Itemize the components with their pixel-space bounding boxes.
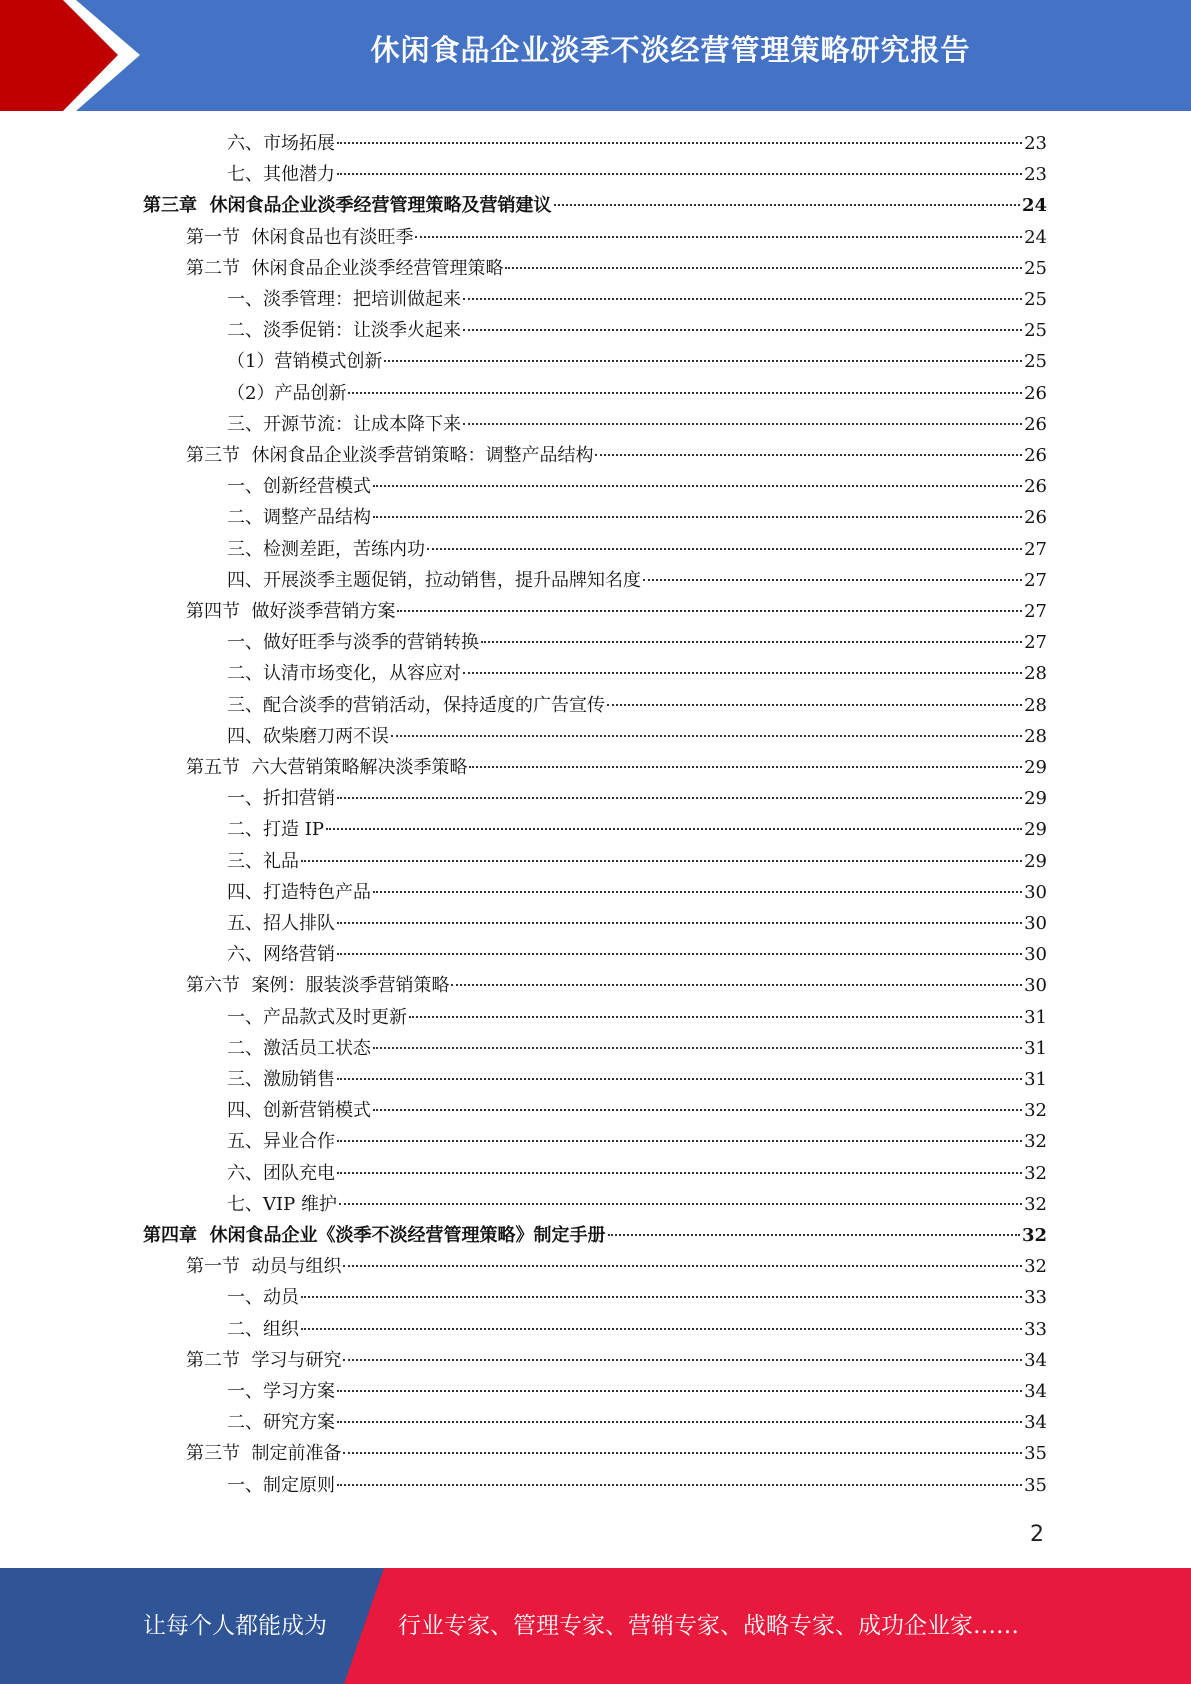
toc-entry-page: 33 xyxy=(1024,1287,1047,1309)
toc-subsection-entry[interactable] xyxy=(227,346,1047,377)
toc-entry-title: 四、打造特色产品 xyxy=(227,881,371,903)
toc-entry-title: 一、淡季管理：把培训做起来 xyxy=(227,289,461,310)
toc-entry-title: 五、招人排队 xyxy=(227,913,335,934)
toc-dot-leader xyxy=(554,204,1020,206)
toc-dot-leader xyxy=(337,1078,1022,1080)
toc-section-entry[interactable] xyxy=(186,1345,1047,1376)
toc-subsection-entry[interactable] xyxy=(227,1126,1047,1157)
toc-subsection-entry[interactable] xyxy=(227,939,1047,970)
toc-dot-leader xyxy=(301,1328,1022,1330)
toc-entry-title: 三、礼品 xyxy=(227,850,299,872)
toc-entry-page: 26 xyxy=(1024,476,1047,498)
toc-dot-leader xyxy=(343,1359,1022,1361)
document-title: 休闲食品企业淡季不淡经营管理策略研究报告 xyxy=(370,33,971,67)
toc-entry-title: 二、淡季促销：让淡季火起来 xyxy=(227,320,461,342)
toc-entry-page: 32 xyxy=(1024,1193,1047,1215)
toc-entry-title: 一、产品款式及时更新 xyxy=(227,1006,407,1028)
toc-entry-title: （1）营销模式创新 xyxy=(227,351,383,373)
toc-entry-page: 30 xyxy=(1024,881,1047,903)
toc-dot-leader xyxy=(463,298,1022,300)
toc-subsection-entry[interactable] xyxy=(227,1002,1047,1033)
toc-subsection-entry[interactable] xyxy=(227,502,1047,533)
toc-entry-page: 29 xyxy=(1024,850,1047,872)
toc-section-entry[interactable] xyxy=(186,222,1047,253)
toc-entry-page: 25 xyxy=(1024,351,1047,373)
toc-entry-page: 26 xyxy=(1024,445,1047,466)
toc-entry-title: 二、研究方案 xyxy=(227,1412,335,1434)
footer-slogan-right: 行业专家、管理专家、营销专家、战略专家、成功企业家…… xyxy=(398,1613,1019,1639)
toc-entry-page: 34 xyxy=(1024,1349,1047,1371)
toc-entry-title: 六、团队充电 xyxy=(227,1162,335,1184)
toc-entry-page: 28 xyxy=(1024,725,1047,747)
toc-dot-leader xyxy=(415,236,1022,238)
toc-dot-leader xyxy=(373,516,1022,518)
toc-entry-page: 26 xyxy=(1024,507,1047,529)
toc-dot-leader xyxy=(427,548,1022,550)
toc-entry-title: 三、激励销售 xyxy=(227,1069,335,1090)
toc-entry-title: 第四章 休闲食品企业《淡季不淡经营管理策略》制定手册 xyxy=(143,1225,606,1246)
toc-entry-title: 一、做好旺季与淡季的营销转换 xyxy=(227,632,479,654)
toc-section-entry[interactable] xyxy=(186,1251,1047,1282)
toc-entry-title: 四、创新营销模式 xyxy=(227,1100,371,1122)
toc-entry-page: 25 xyxy=(1024,320,1047,342)
toc-subsection-entry[interactable] xyxy=(227,378,1047,409)
toc-entry-title: （2）产品创新 xyxy=(227,382,347,404)
toc-dot-leader xyxy=(397,610,1022,612)
toc-subsection-entry[interactable] xyxy=(227,565,1047,596)
toc-entry-title: 第一节 休闲食品也有淡旺季 xyxy=(186,226,414,248)
toc-entry-title: 三、开源节流：让成本降下来 xyxy=(227,413,461,435)
toc-dot-leader xyxy=(373,1109,1022,1111)
toc-dot-leader xyxy=(373,485,1022,487)
toc-entry-title: 二、调整产品结构 xyxy=(227,507,371,529)
toc-subsection-entry[interactable] xyxy=(227,908,1047,939)
toc-dot-leader xyxy=(643,579,1022,581)
toc-entry-title: 七、其他潜力 xyxy=(227,164,335,186)
toc-dot-leader xyxy=(343,1265,1022,1267)
toc-dot-leader xyxy=(463,329,1022,331)
toc-subsection-entry[interactable] xyxy=(227,159,1047,190)
toc-entry-page: 31 xyxy=(1024,1006,1047,1028)
toc-subsection-entry[interactable] xyxy=(227,1314,1047,1345)
toc-entry-title: 一、制定原则 xyxy=(227,1474,335,1496)
toc-entry-page: 30 xyxy=(1024,913,1047,934)
toc-entry-page: 23 xyxy=(1024,133,1047,154)
toc-dot-leader xyxy=(337,922,1022,924)
toc-dot-leader xyxy=(301,860,1022,862)
toc-entry-title: 第二节 学习与研究 xyxy=(186,1349,342,1371)
toc-dot-leader xyxy=(337,1390,1022,1392)
toc-section-entry[interactable] xyxy=(186,440,1047,471)
toc-entry-page: 35 xyxy=(1024,1443,1047,1465)
toc-subsection-entry[interactable] xyxy=(227,783,1047,814)
toc-entry-page: 30 xyxy=(1024,944,1047,966)
toc-entry-title: 二、组织 xyxy=(227,1318,299,1340)
toc-entry-page: 32 xyxy=(1021,1225,1047,1246)
toc-dot-leader xyxy=(337,953,1022,955)
toc-dot-leader xyxy=(337,797,1022,799)
toc-dot-leader xyxy=(607,704,1022,706)
toc-entry-title: 第三节 休闲食品企业淡季营销策略：调整产品结构 xyxy=(186,445,594,466)
toc-entry-page: 29 xyxy=(1024,788,1047,810)
toc-entry-page: 31 xyxy=(1024,1037,1047,1059)
toc-subsection-entry[interactable] xyxy=(227,814,1047,845)
toc-dot-leader xyxy=(373,891,1022,893)
toc-section-entry[interactable] xyxy=(186,1438,1047,1469)
toc-dot-leader xyxy=(337,173,1022,175)
toc-subsection-entry[interactable] xyxy=(227,128,1047,159)
toc-subsection-entry[interactable] xyxy=(227,471,1047,502)
toc-section-entry[interactable] xyxy=(186,253,1047,284)
toc-subsection-entry[interactable] xyxy=(227,1376,1047,1407)
toc-entry-page: 24 xyxy=(1021,195,1047,217)
toc-entry-title: 第四节 做好淡季营销方案 xyxy=(186,601,396,622)
toc-dot-leader xyxy=(451,984,1022,986)
toc-dot-leader xyxy=(339,1203,1022,1205)
toc-entry-page: 31 xyxy=(1024,1069,1047,1090)
toc-entry-title: 第五节 六大营销策略解决淡季策略 xyxy=(186,757,468,778)
toc-entry-page: 32 xyxy=(1024,1162,1047,1184)
toc-entry-page: 28 xyxy=(1024,663,1047,685)
toc-entry-title: 三、配合淡季的营销活动，保持适度的广告宣传 xyxy=(227,694,605,716)
toc-subsection-entry[interactable] xyxy=(227,1189,1047,1220)
toc-subsection-entry[interactable] xyxy=(227,721,1047,752)
toc-dot-leader xyxy=(301,1296,1022,1298)
toc-entry-page: 29 xyxy=(1024,819,1047,841)
toc-dot-leader xyxy=(595,454,1022,456)
toc-entry-title: 二、认清市场变化，从容应对 xyxy=(227,663,461,685)
toc-entry-title: 六、市场拓展 xyxy=(227,133,335,154)
toc-entry-page: 27 xyxy=(1024,569,1047,591)
toc-subsection-entry[interactable] xyxy=(227,627,1047,658)
toc-entry-page: 25 xyxy=(1024,257,1047,279)
toc-subsection-entry[interactable] xyxy=(227,846,1047,877)
toc-dot-leader xyxy=(481,641,1022,643)
toc-entry-page: 23 xyxy=(1024,164,1047,186)
toc-entry-title: 第三节 制定前准备 xyxy=(186,1443,342,1465)
toc-dot-leader xyxy=(348,392,1022,394)
toc-chapter-entry[interactable] xyxy=(143,190,1047,221)
toc-dot-leader xyxy=(463,672,1022,674)
toc-entry-title: 一、折扣营销 xyxy=(227,788,335,810)
toc-dot-leader xyxy=(505,267,1022,269)
toc-entry-title: 二、激活员工状态 xyxy=(227,1037,371,1059)
toc-entry-page: 32 xyxy=(1024,1131,1047,1153)
toc-subsection-entry[interactable] xyxy=(227,1470,1047,1501)
toc-dot-leader xyxy=(384,360,1022,362)
page-header xyxy=(0,0,1191,111)
toc-entry-title: 六、网络营销 xyxy=(227,944,335,966)
toc-entry-page: 28 xyxy=(1024,694,1047,716)
toc-entry-title: 第二节 休闲食品企业淡季经营管理策略 xyxy=(186,257,504,279)
toc-entry-page: 27 xyxy=(1024,632,1047,654)
toc-section-entry[interactable] xyxy=(186,752,1047,783)
toc-dot-leader xyxy=(337,1140,1022,1142)
toc-entry-title: 七、VIP 维护 xyxy=(227,1193,337,1215)
toc-entry-page: 34 xyxy=(1024,1381,1047,1402)
toc-entry-title: 一、学习方案 xyxy=(227,1381,335,1402)
toc-entry-title: 第六节 案例：服装淡季营销策略 xyxy=(186,975,450,997)
toc-entry-title: 五、异业合作 xyxy=(227,1131,335,1153)
toc-entry-page: 27 xyxy=(1024,538,1047,560)
page-number: 2 xyxy=(1030,1522,1044,1547)
toc-entry-page: 29 xyxy=(1024,757,1047,778)
footer-slogan-left: 让每个人都能成为 xyxy=(143,1613,327,1639)
toc-subsection-entry[interactable] xyxy=(227,1095,1047,1126)
toc-entry-title: 四、开展淡季主题促销，拉动销售，提升品牌知名度 xyxy=(227,569,641,591)
toc-dot-leader xyxy=(337,1484,1022,1486)
toc-entry-title: 四、砍柴磨刀两不误 xyxy=(227,725,389,747)
toc-entry-title: 第三章 休闲食品企业淡季经营管理策略及营销建议 xyxy=(143,195,552,217)
toc-subsection-entry[interactable] xyxy=(227,534,1047,565)
toc-entry-title: 二、打造 IP xyxy=(227,819,324,841)
toc-entry-page: 32 xyxy=(1024,1256,1047,1278)
toc-dot-leader xyxy=(469,766,1022,768)
toc-dot-leader xyxy=(326,828,1022,830)
toc-entry-page: 26 xyxy=(1024,413,1047,435)
toc-subsection-entry[interactable] xyxy=(227,1407,1047,1438)
toc-dot-leader xyxy=(463,423,1022,425)
toc-subsection-entry[interactable] xyxy=(227,1064,1047,1095)
toc-dot-leader xyxy=(337,1421,1022,1423)
toc-dot-leader xyxy=(608,1234,1020,1236)
toc-entry-title: 第一节 动员与组织 xyxy=(186,1256,342,1278)
toc-subsection-entry[interactable] xyxy=(227,409,1047,440)
header-arrow-decoration xyxy=(0,0,160,111)
toc-subsection-entry[interactable] xyxy=(227,315,1047,346)
toc-dot-leader xyxy=(337,1172,1022,1174)
toc-dot-leader xyxy=(409,1016,1022,1018)
toc-dot-leader xyxy=(343,1452,1022,1454)
toc-subsection-entry[interactable] xyxy=(227,1282,1047,1313)
toc-entry-page: 26 xyxy=(1024,382,1047,404)
toc-entry-page: 25 xyxy=(1024,289,1047,310)
toc-chapter-entry[interactable] xyxy=(143,1220,1047,1251)
toc-entry-page: 27 xyxy=(1024,601,1047,622)
toc-subsection-entry[interactable] xyxy=(227,284,1047,315)
toc-entry-page: 33 xyxy=(1024,1318,1047,1340)
toc-entry-title: 一、创新经营模式 xyxy=(227,476,371,498)
toc-dot-leader xyxy=(337,142,1022,144)
toc-entry-title: 三、检测差距，苦练内功 xyxy=(227,538,425,560)
toc-subsection-entry[interactable] xyxy=(227,658,1047,689)
toc-subsection-entry[interactable] xyxy=(227,1033,1047,1064)
toc-entry-page: 24 xyxy=(1024,226,1047,248)
toc-section-entry[interactable] xyxy=(186,596,1047,627)
toc-entry-page: 35 xyxy=(1024,1474,1047,1496)
toc-dot-leader xyxy=(391,735,1022,737)
toc-subsection-entry[interactable] xyxy=(227,877,1047,908)
toc-entry-page: 30 xyxy=(1024,975,1047,997)
toc-section-entry[interactable] xyxy=(186,970,1047,1001)
toc-entry-title: 一、动员 xyxy=(227,1287,299,1309)
toc-entry-page: 32 xyxy=(1024,1100,1047,1122)
toc-subsection-entry[interactable] xyxy=(227,1158,1047,1189)
toc-subsection-entry[interactable] xyxy=(227,690,1047,721)
toc-entry-page: 34 xyxy=(1024,1412,1047,1434)
toc-dot-leader xyxy=(373,1047,1022,1049)
page-footer xyxy=(0,1568,1191,1684)
